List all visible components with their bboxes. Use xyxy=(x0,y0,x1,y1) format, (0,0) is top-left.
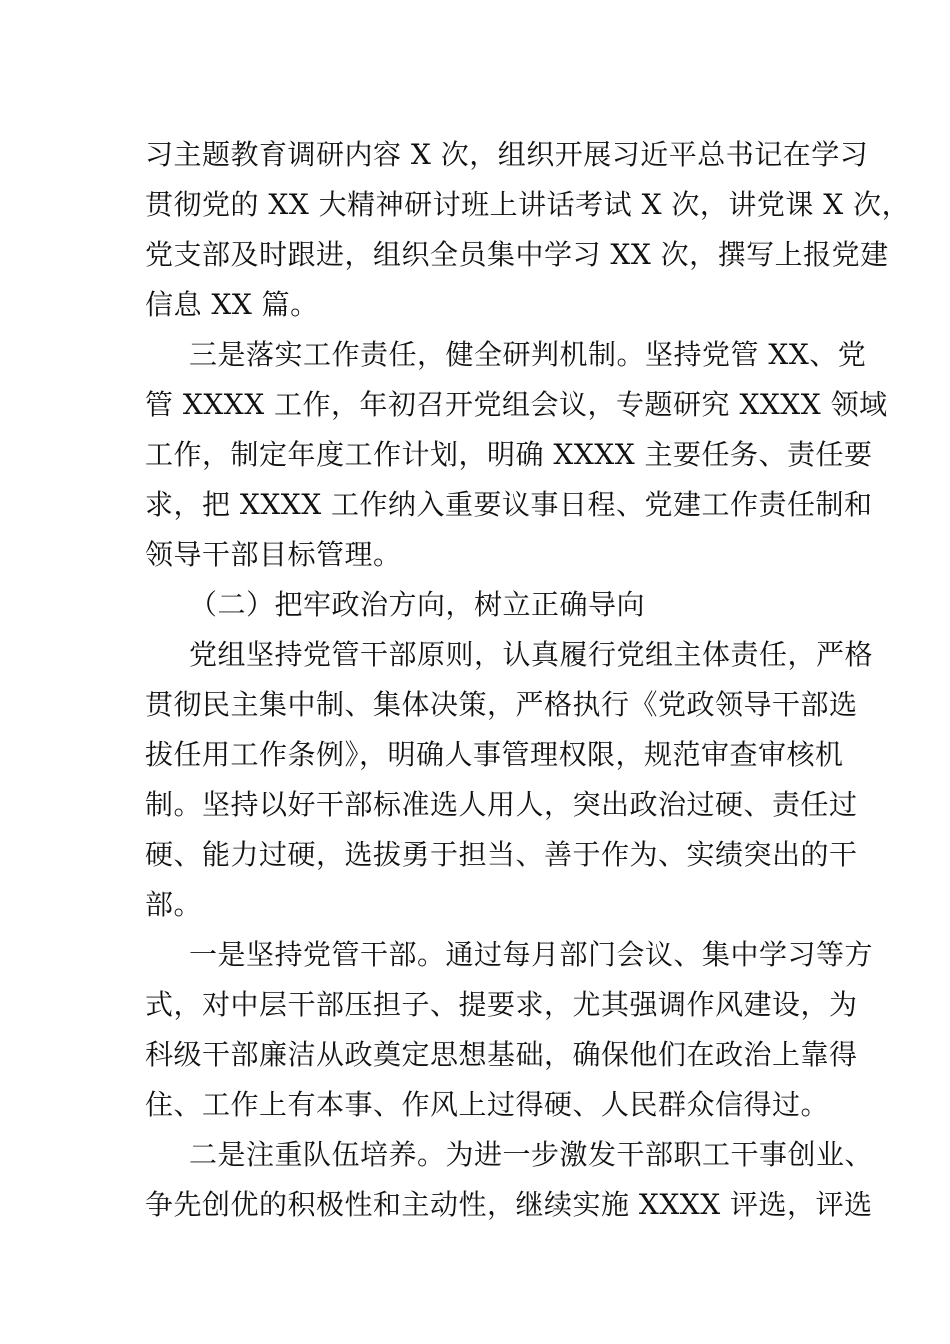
text-line: 科级干部廉洁从政奠定思想基础，确保他们在政治上靠得 xyxy=(145,1038,858,1071)
text-line: 争先创优的积极性和主动性，继续实施 XXXX 评选，评选 xyxy=(145,1188,873,1221)
paragraph-continuation xyxy=(145,130,911,330)
text-line: 住、工作上有本事、作风上过得硬、人民群众信得过。 xyxy=(145,1088,830,1121)
heading-line: （二）把牢政治方向，树立正确导向 xyxy=(189,588,646,621)
document-body xyxy=(145,130,911,1230)
paragraph-party-cadres xyxy=(145,930,874,1130)
text-line: 拔任用工作条例》，明确人事管理权限，规范审查审核机 xyxy=(145,738,844,771)
text-line: 领导干部目标管理。 xyxy=(145,538,402,571)
text-line: 党组坚持党管干部原则，认真履行党组主体责任，严格 xyxy=(189,638,874,671)
text-line: 党支部及时跟进，组织全员集中学习 XX 次，撰写上报党建 xyxy=(145,238,889,271)
section-heading xyxy=(145,580,813,630)
text-line: 制。坚持以好干部标准选人用人，突出政治过硬、责任过 xyxy=(145,788,858,821)
text-line: 信息 XX 篇。 xyxy=(145,288,319,321)
text-line: 求，把 XXXX 工作纳入重要议事日程、党建工作责任制和 xyxy=(145,488,873,521)
text-line: 部。 xyxy=(145,888,203,921)
text-line: 贯彻党的 XX 大精神研讨班上讲话考试 X 次，讲党课 X 次， xyxy=(145,188,911,221)
paragraph-responsibility xyxy=(145,330,888,580)
text-line: 硬、能力过硬，选拔勇于担当、善于作为、实绩突出的干 xyxy=(145,838,858,871)
text-line: 贯彻民主集中制、集体决策，严格执行《党政领导干部选 xyxy=(145,688,858,721)
text-line: 三是落实工作责任，健全研判机制。坚持党管 XX、党 xyxy=(189,338,867,371)
text-line: 工作，制定年度工作计划，明确 XXXX 主要任务、责任要 xyxy=(145,438,873,471)
text-line: 二是注重队伍培养。为进一步激发干部职工干事创业、 xyxy=(189,1138,874,1171)
text-line: 一是坚持党管干部。通过每月部门会议、集中学习等方 xyxy=(189,938,874,971)
paragraph-team-training xyxy=(145,1130,874,1230)
text-line: 管 XXXX 工作，年初召开党组会议，专题研究 XXXX 领域 xyxy=(145,388,888,421)
text-line: 式，对中层干部压担子、提要求，尤其强调作风建设，为 xyxy=(145,988,858,1021)
paragraph-cadre-principle xyxy=(145,630,874,930)
text-line: 习主题教育调研内容 X 次，组织开展习近平总书记在学习 xyxy=(145,138,869,171)
